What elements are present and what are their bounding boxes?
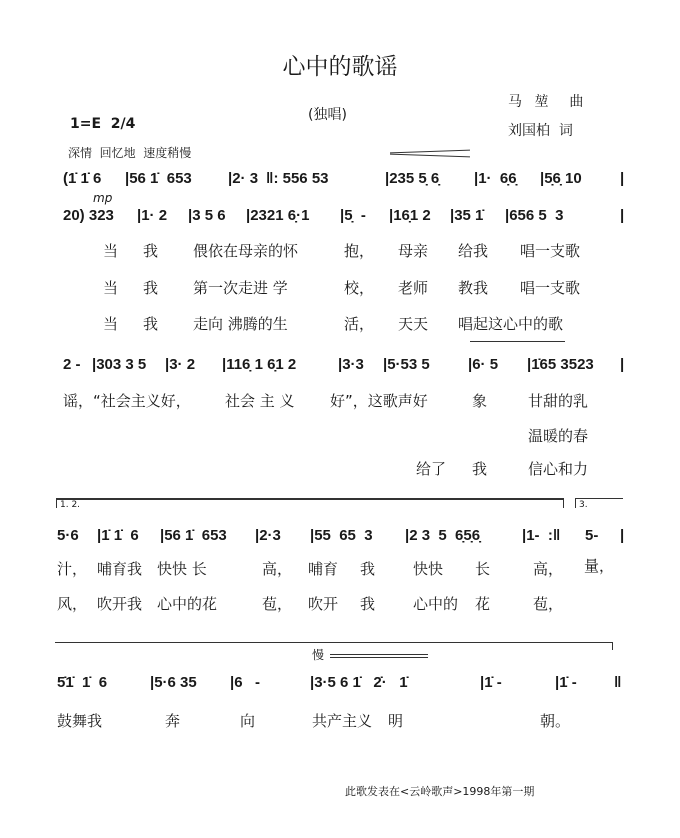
lyric: 谣，“社会主义好， (63, 392, 191, 410)
volta-label-1: 1. 2. (60, 500, 81, 510)
measure: |3· 2 (165, 356, 196, 373)
decrescendo-mark (390, 150, 470, 154)
measure: |6 - (230, 674, 261, 691)
lyric: 汁， (57, 560, 88, 578)
lyric: 花 (475, 595, 491, 613)
lyric: 苞， (262, 595, 293, 613)
measure: 2 - (63, 356, 81, 373)
lyric: 唱一支歌 (520, 242, 581, 260)
lyric: 风， (57, 595, 88, 613)
lyric: 我 (472, 460, 488, 478)
measure: |2· 3 (228, 170, 259, 187)
dynamic-mp: mp (93, 191, 113, 205)
volta-bracket-1 (56, 498, 564, 500)
measure: |2·3 (255, 527, 281, 544)
barline: | (620, 356, 625, 373)
lyric: 哺育我 (97, 560, 143, 578)
lyric: 长 (475, 560, 491, 578)
lyric: 量， (584, 557, 615, 575)
decrescendo-mark (390, 154, 470, 158)
phrase-line (55, 642, 613, 643)
barline: | (620, 527, 625, 544)
lyric: 信心和力 (528, 460, 589, 478)
lyric: 象 (472, 392, 488, 410)
barline: | (620, 207, 625, 224)
measure: |1- :‖ (522, 527, 561, 544)
lyric: 我 (143, 315, 159, 333)
measure: |1· 2 (137, 207, 168, 224)
measure: |6· 5 (468, 356, 499, 373)
lyric: 老师 (398, 279, 429, 297)
measure: 20) 323 (63, 207, 114, 224)
measure: 5·6 (57, 527, 79, 544)
lyric: 明 (388, 712, 404, 730)
lyric: 奔 (165, 712, 181, 730)
measure: |3·3 (338, 356, 364, 373)
lyric: 当 (103, 242, 119, 260)
lyric: 吹开我 (97, 595, 143, 613)
measure: |656 5 3 (505, 207, 564, 224)
measure: |303 3 5 (92, 356, 147, 373)
lyric: 我 (143, 242, 159, 260)
decrescendo-mark (330, 657, 428, 658)
lyric: 向 (240, 712, 256, 730)
lyric: 哺育 (308, 560, 339, 578)
measure: 5- (585, 527, 599, 544)
expression-marking: 深情 回忆地 速度稍慢 (68, 146, 192, 160)
measure: |1· 6̣6̣ (474, 170, 517, 187)
lyric: 我 (360, 560, 376, 578)
measure: |2 3 5 6̣5̣6̣ (405, 527, 481, 544)
lyric: 心中的 (413, 595, 459, 613)
lyric: 社会 主 义 (225, 392, 295, 410)
lyric: 教我 (458, 279, 489, 297)
lyric: 抱， (344, 242, 375, 260)
measure: |55 65 3 (310, 527, 373, 544)
publication-note: 此歌发表在<云岭歌声>1998年第一期 (345, 785, 535, 798)
lyric: 我 (143, 279, 159, 297)
lyric: 朝。 (540, 712, 571, 730)
measure: |235 5̣ 6̣ (385, 170, 440, 187)
volta-tick (56, 498, 57, 508)
song-title: 心中的歌谣 (282, 54, 398, 80)
measure: ‖: 556 53 (266, 170, 329, 187)
lyric: 偎依在母亲的怀 (193, 242, 299, 260)
lyric: 快快 (413, 560, 444, 578)
lyric: 校， (344, 279, 375, 297)
phrase-tick (612, 642, 613, 650)
tempo-slow-marking: 慢 (312, 648, 325, 662)
measure: |56 1̇ 653 (125, 170, 192, 187)
measure: |5·6 35 (150, 674, 197, 691)
lyric: 高， (262, 560, 293, 578)
measure: |116̣ 1 6̣1 2 (222, 356, 297, 373)
final-barline: ‖ (614, 674, 622, 691)
volta-tick (563, 498, 564, 508)
measure: |2321 6̣·1 (246, 207, 310, 224)
lyric: 甘甜的乳 (528, 392, 589, 410)
volta-tick (575, 498, 576, 508)
volta-label-2: 3. (579, 500, 588, 510)
measure: |1̇ - (555, 674, 577, 691)
lyricist-credit: 刘国柏 词 (508, 123, 573, 139)
measure: |16̣1 2 (389, 207, 431, 224)
lyric: 当 (103, 315, 119, 333)
measure: |5̣ - (340, 207, 366, 224)
lyric: 走向 沸腾的生 (193, 315, 288, 333)
lyric: 活， (344, 315, 375, 333)
lyric: 鼓舞我 (57, 712, 103, 730)
lyric: 母亲 (398, 242, 429, 260)
barline: | (620, 170, 625, 187)
volta-bracket-2 (575, 498, 623, 499)
lyric: 唱起这心中的歌 (458, 315, 564, 333)
lyric: 唱一支歌 (520, 279, 581, 297)
measure: |56 1̇ 653 (160, 527, 227, 544)
lyric: 苞， (533, 595, 564, 613)
measure: |5·53 5 (383, 356, 430, 373)
lyric: 心中的花 (157, 595, 218, 613)
performance-type: (独唱) (308, 107, 347, 123)
measure: |35 1̇ (450, 207, 484, 224)
lyric: 吹开 (308, 595, 339, 613)
lyric: 我 (360, 595, 376, 613)
lyric: 共产主义 (312, 712, 373, 730)
measure: |1̇65 3523 (527, 356, 594, 373)
measure: |1̇ - (480, 674, 502, 691)
crescendo-mark (470, 341, 565, 342)
lyric: 第一次走进 学 (193, 279, 288, 297)
decrescendo-mark (330, 654, 428, 655)
measure: |1̇ 1̇ 6 (97, 527, 139, 544)
lyric: 天天 (398, 315, 429, 333)
measure: |3·5 6 1̇ 2̇· 1̇ (310, 674, 408, 691)
lyric: 给了 (416, 460, 447, 478)
composer-credit: 马 堃 曲 (508, 94, 588, 110)
lyric: 好”，这歌声好 (330, 392, 428, 410)
lyric: 高， (533, 560, 564, 578)
measure: |5̣6̣ 10 (540, 170, 582, 187)
key-time-signature: 1=E 2/4 (70, 116, 136, 132)
measure: |3 5 6 (188, 207, 226, 224)
measure: (1̇ 1̇ 6 (63, 170, 102, 187)
lyric: 快快 长 (157, 560, 207, 578)
lyric: 温暖的春 (528, 427, 589, 445)
measure: 5̇1̇ 1̇ 6 (57, 674, 108, 691)
lyric: 给我 (458, 242, 489, 260)
lyric: 当 (103, 279, 119, 297)
